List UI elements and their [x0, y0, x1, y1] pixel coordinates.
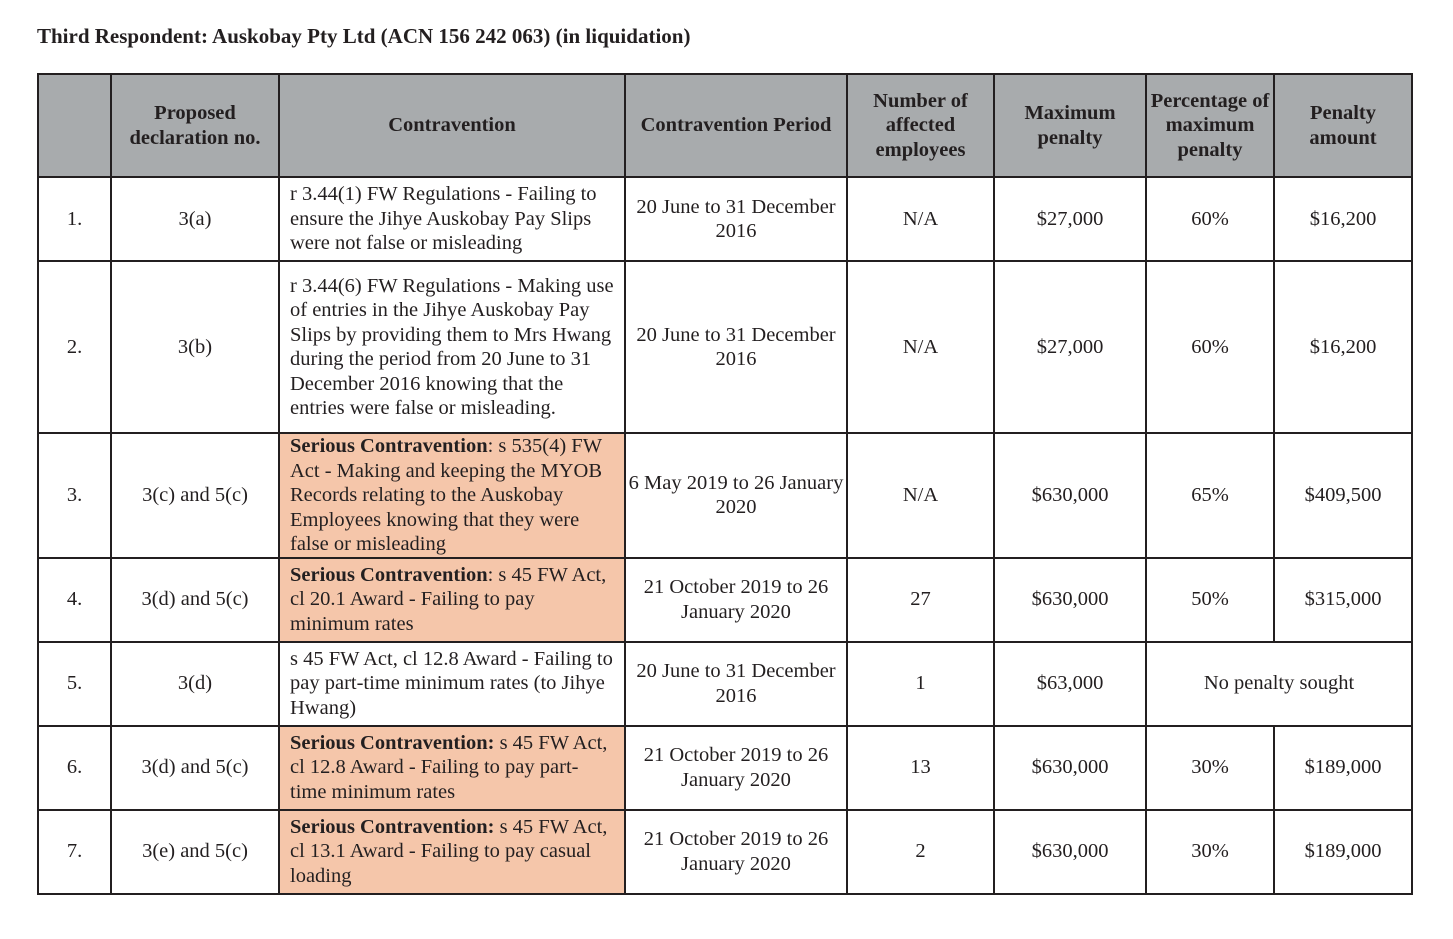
contravention-text: s 45 FW Act, cl 13.1 Award - Failing to pay casual loading [290, 815, 608, 887]
declaration-cell: 3(a) [111, 177, 279, 261]
max-penalty-cell: $27,000 [994, 177, 1146, 261]
table-header-row [38, 74, 1412, 177]
contravention-text: r 3.44(6) FW Regulations - Making use of entries in the Jihye Auskobay Pay Slips by providing them to Mrs Hwang during the period from 20 June to 31 December 2016 knowing that the entries were false or misleading. [290, 274, 614, 419]
declaration-cell: 3(d) [111, 642, 279, 726]
table-row [38, 726, 1412, 810]
serious-contravention-label: Serious Contravention: [290, 731, 495, 754]
declaration-cell: 3(d) and 5(c) [111, 558, 279, 642]
penalty-table [37, 73, 1413, 895]
header-penalty-amount: Penalty amount [1274, 74, 1412, 177]
penalty-amount-cell: $409,500 [1274, 433, 1412, 558]
percentage-cell: 65% [1146, 433, 1274, 558]
row-number: 1. [38, 177, 111, 261]
header-row-number [38, 74, 111, 177]
declaration-cell: 3(c) and 5(c) [111, 433, 279, 558]
contravention-text: : s 535(4) FW Act - Making and keeping the MYOB Records relating to the Auskobay Employees knowing that they were false or misleading [290, 435, 602, 555]
row-number: 3. [38, 433, 111, 558]
row-number: 7. [38, 810, 111, 894]
employees-cell: N/A [847, 261, 994, 433]
max-penalty-cell: $630,000 [994, 810, 1146, 894]
no-penalty-cell: No penalty sought [1146, 642, 1412, 726]
header-percentage: Percentage of maximum penalty [1146, 74, 1274, 177]
serious-contravention-label: Serious Contravention [290, 563, 488, 586]
period-cell: 20 June to 31 December 2016 [625, 261, 847, 433]
contravention-cell-serious [279, 433, 625, 558]
employees-cell: 27 [847, 558, 994, 642]
table-row [38, 433, 1412, 558]
page-heading: Third Respondent: Auskobay Pty Ltd (ACN 156 242 063) (in liquidation) [37, 24, 691, 48]
contravention-cell [279, 642, 625, 726]
header-period: Contravention Period [625, 74, 847, 177]
declaration-cell: 3(b) [111, 261, 279, 433]
penalty-amount-cell: $189,000 [1274, 726, 1412, 810]
penalty-amount-cell: $189,000 [1274, 810, 1412, 894]
contravention-cell-serious [279, 726, 625, 810]
table-row [38, 810, 1412, 894]
percentage-cell: 50% [1146, 558, 1274, 642]
max-penalty-cell: $63,000 [994, 642, 1146, 726]
penalty-amount-cell: $315,000 [1274, 558, 1412, 642]
max-penalty-cell: $630,000 [994, 558, 1146, 642]
contravention-text: : s 45 FW Act, cl 20.1 Award - Failing to pay minimum rates [290, 563, 607, 635]
contravention-cell-serious [279, 810, 625, 894]
header-contravention: Contravention [279, 74, 625, 177]
period-cell: 21 October 2019 to 26 January 2020 [625, 810, 847, 894]
declaration-cell: 3(d) and 5(c) [111, 726, 279, 810]
serious-contravention-label: Serious Contravention [290, 435, 488, 457]
percentage-cell: 60% [1146, 177, 1274, 261]
employees-cell: N/A [847, 433, 994, 558]
period-cell: 20 June to 31 December 2016 [625, 642, 847, 726]
contravention-text: s 45 FW Act, cl 12.8 Award - Failing to pay part-time minimum rates [290, 731, 608, 803]
header-declaration: Proposed declaration no. [111, 74, 279, 177]
penalty-amount-cell: $16,200 [1274, 177, 1412, 261]
penalty-amount-cell: $16,200 [1274, 261, 1412, 433]
max-penalty-cell: $630,000 [994, 433, 1146, 558]
employees-cell: N/A [847, 177, 994, 261]
period-cell: 20 June to 31 December 2016 [625, 177, 847, 261]
employees-cell: 1 [847, 642, 994, 726]
header-max-penalty: Maximum penalty [994, 74, 1146, 177]
table-row [38, 177, 1412, 261]
table-row [38, 558, 1412, 642]
row-number: 4. [38, 558, 111, 642]
row-number: 2. [38, 261, 111, 433]
contravention-text: s 45 FW Act, cl 12.8 Award - Failing to pay part-time minimum rates (to Jihye Hwang) [290, 647, 613, 719]
max-penalty-cell: $630,000 [994, 726, 1146, 810]
serious-contravention-label: Serious Contravention: [290, 815, 495, 838]
row-number: 6. [38, 726, 111, 810]
table-row [38, 261, 1412, 433]
contravention-cell-serious [279, 558, 625, 642]
percentage-cell: 30% [1146, 810, 1274, 894]
percentage-cell: 60% [1146, 261, 1274, 433]
contravention-cell [279, 177, 625, 261]
max-penalty-cell: $27,000 [994, 261, 1146, 433]
period-cell: 6 May 2019 to 26 January 2020 [625, 433, 847, 558]
header-employees: Number of affected employees [847, 74, 994, 177]
period-cell: 21 October 2019 to 26 January 2020 [625, 558, 847, 642]
row-number: 5. [38, 642, 111, 726]
contravention-cell [279, 261, 625, 433]
percentage-cell: 30% [1146, 726, 1274, 810]
employees-cell: 13 [847, 726, 994, 810]
employees-cell: 2 [847, 810, 994, 894]
table-row [38, 642, 1412, 726]
period-cell: 21 October 2019 to 26 January 2020 [625, 726, 847, 810]
declaration-cell: 3(e) and 5(c) [111, 810, 279, 894]
contravention-text: r 3.44(1) FW Regulations - Failing to ensure the Jihye Auskobay Pay Slips were not false or misleading [290, 183, 597, 255]
